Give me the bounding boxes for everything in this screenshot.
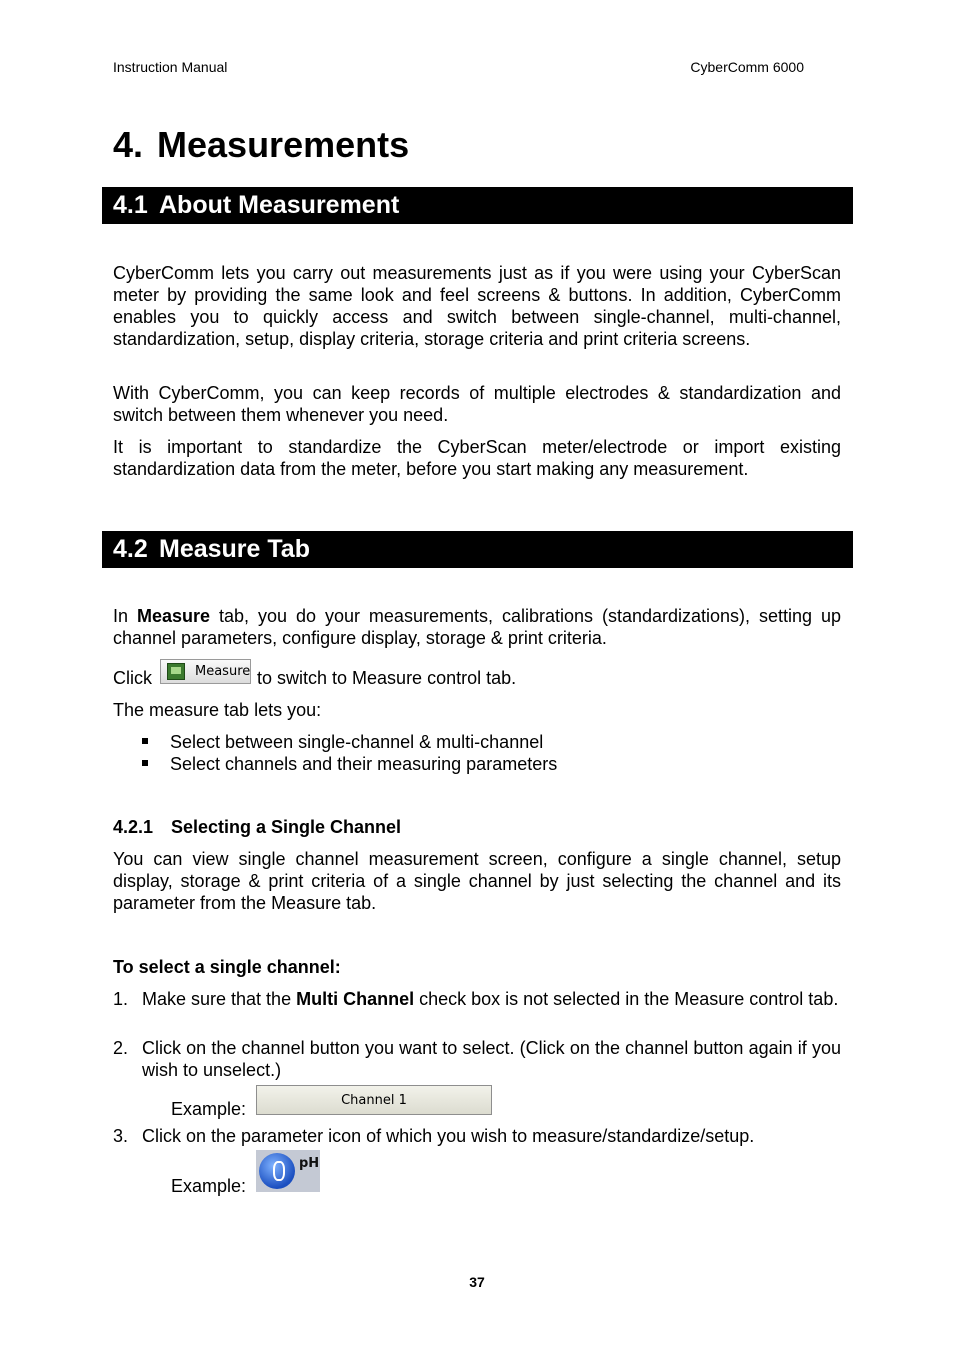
section-number: 4.2 bbox=[113, 535, 148, 563]
channel-1-button[interactable]: Channel 1 bbox=[256, 1085, 492, 1115]
step-text bbox=[142, 988, 841, 1010]
list-item bbox=[142, 753, 557, 775]
intro-text-rest: tab, you do your measurements, calibrations (standardizations), setting up channel parameters, configure display, storage & print criteria. bbox=[113, 606, 842, 648]
section-heading-measure-tab bbox=[102, 531, 853, 568]
lets-you-text: The measure tab lets you: bbox=[113, 700, 322, 720]
step-number: 2. bbox=[113, 1038, 129, 1058]
header-left: Instruction Manual bbox=[113, 59, 228, 75]
step-text: Click on the channel button you want to select. (Click on the channel button again if you wish to unselect.) bbox=[142, 1038, 841, 1080]
subsection-title: Selecting a Single Channel bbox=[171, 817, 402, 837]
ph-label: pH bbox=[299, 1156, 320, 1171]
intro-text: In bbox=[113, 606, 137, 626]
step-text-part: Make sure that the bbox=[142, 989, 297, 1009]
list-item-text: Select channels and their measuring parameters bbox=[170, 754, 558, 774]
list-item bbox=[142, 731, 543, 753]
example-label: Example: bbox=[171, 1176, 247, 1196]
about-paragraph-1: CyberComm lets you carry out measurements just as if you were using your CyberScan meter by providing the same look and feel screens & buttons. In addition, CyberComm enables you to quickly access and switch between single-channel, multi-channel, standardization, setup, display criteria, storage criteria and print criteria screens. bbox=[113, 263, 841, 349]
measure-tab-button[interactable] bbox=[160, 659, 251, 684]
subsection-number: 4.2.1 bbox=[113, 817, 154, 837]
about-paragraph-2: With CyberComm, you can keep records of multiple electrodes & standardization and switch between them whenever you need. bbox=[113, 383, 841, 425]
section-heading-about bbox=[102, 187, 853, 224]
step-number: 1. bbox=[113, 989, 129, 1009]
ph-electrode-icon bbox=[259, 1153, 295, 1189]
measure-icon bbox=[167, 663, 185, 680]
header-right: CyberComm 6000 bbox=[690, 59, 804, 75]
step-text: Click on the parameter icon of which you wish to measure/standardize/setup. bbox=[142, 1126, 755, 1146]
measure-intro-paragraph bbox=[113, 605, 841, 649]
subsection-heading bbox=[113, 817, 401, 838]
step-text-part: check box is not selected in the Measure control tab. bbox=[414, 989, 839, 1009]
chapter-title-text: Measurements bbox=[157, 124, 410, 165]
section-number: 4.1 bbox=[113, 191, 148, 219]
measure-button-label: Measure bbox=[195, 664, 251, 679]
procedure-title: To select a single channel: bbox=[113, 957, 341, 977]
chapter-title bbox=[113, 124, 409, 166]
section-title: Measure Tab bbox=[159, 535, 310, 563]
subsection-paragraph: You can view single channel measurement screen, configure a single channel, setup display, storage & print criteria of a single channel by just selecting the channel and its parameter from the Measure tab. bbox=[113, 849, 841, 913]
bullet-icon bbox=[142, 738, 148, 744]
click-text: Click bbox=[113, 668, 152, 688]
about-paragraph-3: It is important to standardize the CyberScan meter/electrode or import existing standardization data from the meter, before you start making any measurement. bbox=[113, 437, 841, 479]
example-label: Example: bbox=[171, 1099, 247, 1119]
step-number: 3. bbox=[113, 1126, 129, 1146]
chapter-number: 4. bbox=[113, 124, 144, 165]
step-text-bold: Multi Channel bbox=[296, 989, 415, 1009]
section-title: About Measurement bbox=[159, 191, 400, 219]
list-item-text: Select between single-channel & multi-channel bbox=[170, 732, 544, 752]
page-number: 37 bbox=[469, 1274, 485, 1290]
bullet-icon bbox=[142, 760, 148, 766]
intro-bold: Measure bbox=[136, 606, 211, 626]
ph-parameter-button[interactable] bbox=[256, 1150, 320, 1192]
click-text-rest: to switch to Measure control tab. bbox=[257, 668, 517, 688]
